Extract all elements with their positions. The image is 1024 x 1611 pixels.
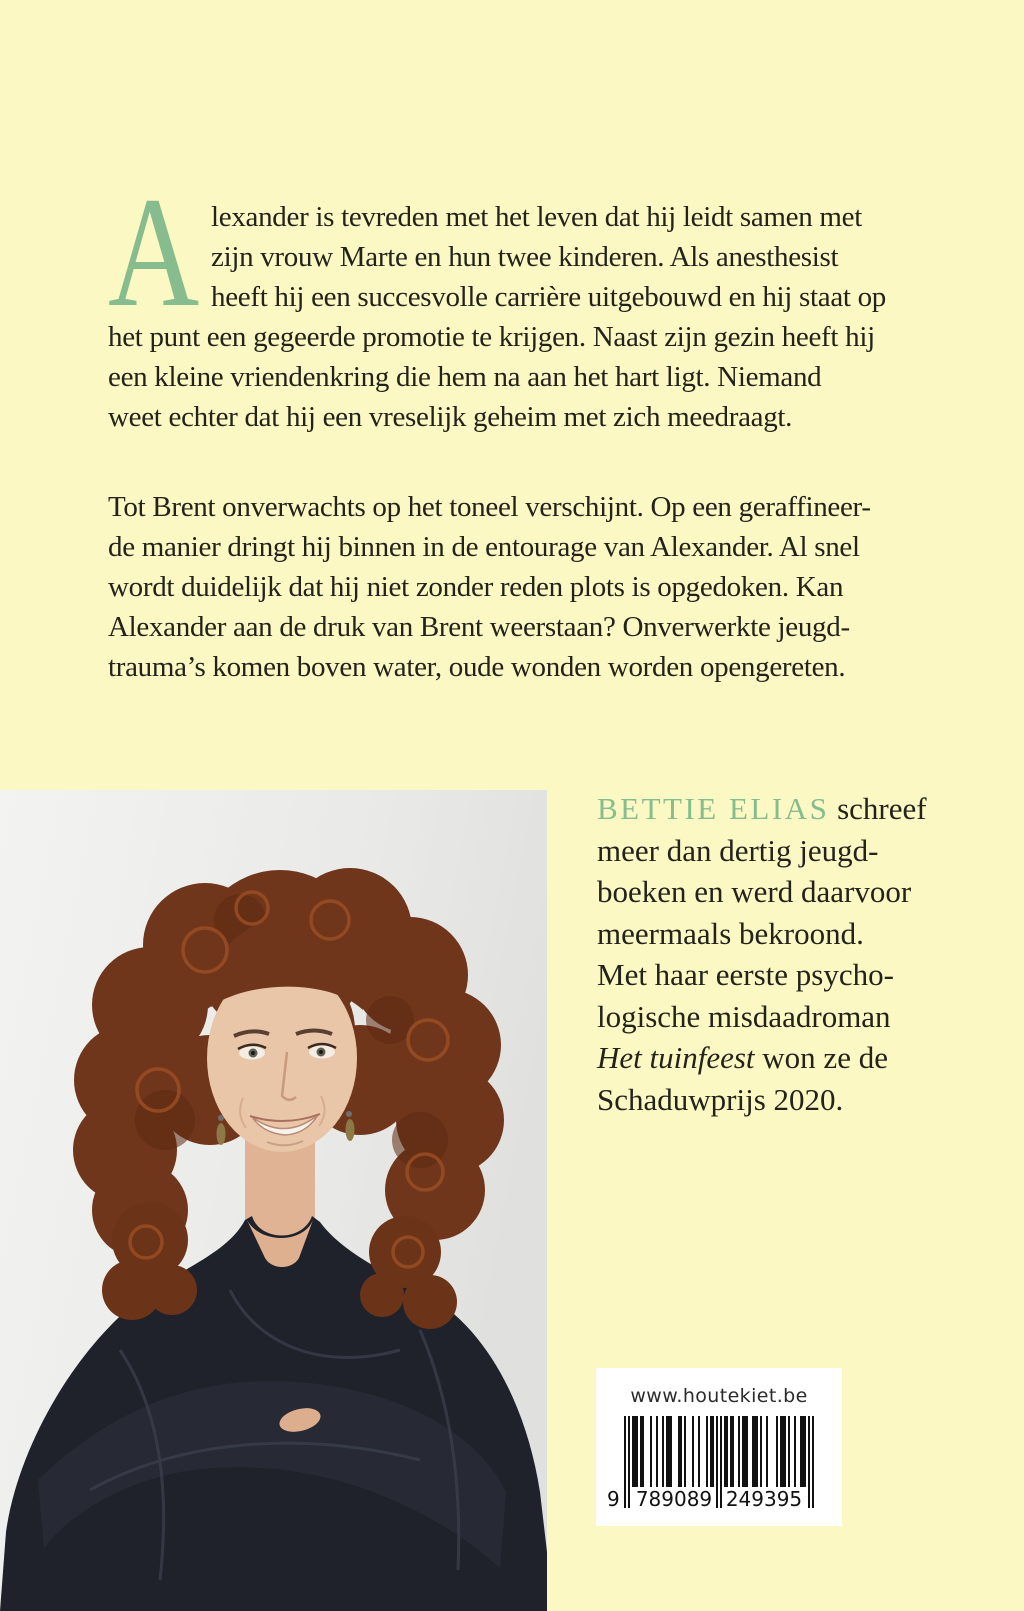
barcode-bar [794, 1416, 796, 1490]
text-line: wordt duidelijk dat hij niet zonder reden plots is opgedoken. Kan [108, 571, 844, 603]
barcode-bar [632, 1416, 638, 1490]
text-line: boeken en werd daarvoor [597, 874, 912, 909]
barcode-bar [760, 1416, 762, 1490]
author-photo-illustration [0, 790, 547, 1611]
barcode-bar [776, 1416, 778, 1490]
barcode-bar [800, 1416, 806, 1490]
ean-barcode [607, 1416, 814, 1511]
barcode-bar [678, 1416, 682, 1490]
isbn-digits [607, 1487, 814, 1513]
text-line: het punt een gegeerde promotie te krijgen. Naast zijn gezin heeft hij [108, 321, 875, 353]
text-line: logische misdaadroman [597, 998, 891, 1034]
synopsis-paragraph-2 [108, 487, 928, 687]
isbn-digit-group: 249395 [722, 1487, 806, 1511]
barcode-bar [640, 1416, 644, 1490]
barcode-bar [738, 1416, 740, 1490]
barcode-bar [692, 1416, 694, 1490]
text-line: trauma’s komen boven water, oude wonden worden opengereten. [108, 651, 846, 683]
text-line: lexander is tevreden met het leven dat hij leidt samen met [211, 201, 862, 233]
text-line [597, 1037, 977, 1079]
barcode-bar [730, 1416, 734, 1490]
barcode-bar [752, 1416, 758, 1490]
barcode-panel [596, 1368, 842, 1526]
text-line: een kleine vriendenkring die hem na aan het hart ligt. Niemand [108, 361, 822, 393]
synopsis-paragraph-1 [108, 165, 928, 437]
drop-cap-letter: A [108, 165, 200, 340]
barcode-bar [656, 1416, 658, 1490]
barcode-bar [698, 1416, 700, 1490]
barcode-bar [788, 1416, 790, 1490]
text-segment: schreef [829, 791, 927, 826]
barcode-bar [724, 1416, 728, 1490]
barcode-bar [706, 1416, 708, 1490]
author-photo [0, 790, 547, 1611]
barcode-bar [780, 1416, 786, 1490]
barcode-bar [684, 1416, 686, 1490]
barcode-bar [742, 1416, 748, 1490]
text-line [597, 788, 977, 830]
text-segment: BETTIE ELIAS [597, 791, 830, 826]
isbn-digit-group: 789089 [632, 1487, 716, 1511]
barcode-bar [710, 1416, 714, 1490]
text-line: zijn vrouw Marte en hun twee kinderen. Als anesthesist [211, 241, 839, 273]
synopsis-text [108, 165, 928, 687]
text-line: meermaals bekroond. [597, 915, 864, 951]
text-line: Schaduwprijs 2020. [597, 1081, 844, 1117]
text-line: Met haar eerste psycho- [597, 957, 894, 992]
text-segment: Het tuinfeest [597, 1040, 755, 1075]
barcode-bar [650, 1416, 652, 1490]
author-bio [597, 788, 977, 1120]
isbn-digit-group: 9 [607, 1487, 620, 1511]
text-line: heeft hij een succesvolle carrière uitgebouwd en hij staat op [211, 281, 887, 313]
text-line: meer dan dertig jeugd- [597, 832, 879, 868]
text-segment: won ze de [754, 1040, 888, 1075]
barcode-bar [662, 1416, 664, 1490]
publisher-website: www.houtekiet.be [630, 1385, 808, 1407]
barcode-bar [666, 1416, 672, 1490]
text-line: weet echter dat hij een vreselijk geheim met zich meedraagt. [108, 401, 793, 433]
text-line: Tot Brent onverwachts op het toneel verschijnt. Op een geraffineer- [108, 491, 871, 523]
text-line: Alexander aan de druk van Brent weerstaan? Onverwerkte jeugd- [108, 611, 850, 643]
barcode-bar [766, 1416, 768, 1490]
text-line: de manier dringt hij binnen in de entourage van Alexander. Al snel [108, 531, 860, 563]
